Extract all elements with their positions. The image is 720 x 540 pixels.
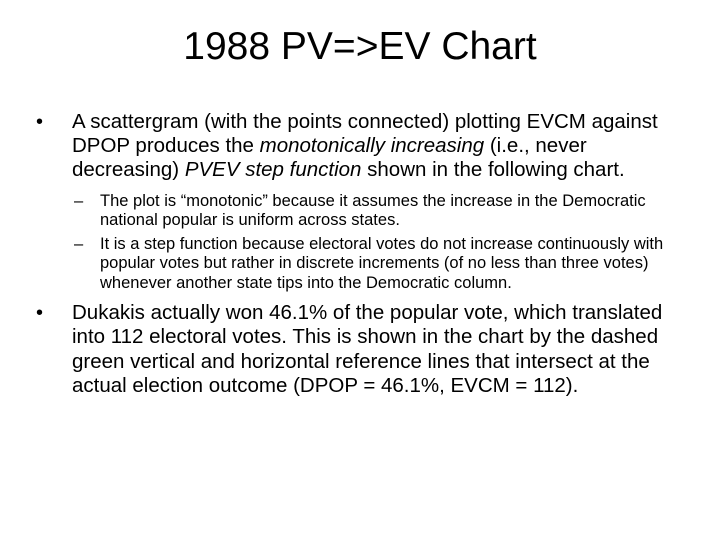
sub-bullet-list [34,192,686,294]
dash-marker: – [74,234,84,253]
sub-bullet-step-function [34,235,686,294]
emphasis-step-function: PVEV step function [184,158,362,182]
bullet-marker: • [36,302,44,325]
bullet-scattergram [34,110,686,183]
bullet-text-part: (i.e., never decreasing) [72,134,587,182]
sub-bullet-monotonic [34,192,686,231]
emphasis-monotonic: monotonically increasing [259,134,485,158]
slide-title: 1988 PV=>EV Chart [183,25,537,68]
slide-content [34,110,686,407]
bullet-text-part: shown in the following chart. [361,158,625,182]
sub-bullet-text: It is a step function because electoral votes do not increase continuously with popular votes but rather in discrete increments (of no less than three votes) whenever another state tips into the Democratic column. [100,234,664,292]
dash-marker: – [74,191,84,210]
bullet-marker: • [36,111,44,133]
sub-bullet-text: The plot is “monotonic” because it assumes the increase in the Democratic national popular is uniform across states. [100,191,646,230]
bullet-text: Dukakis actually won 46.1% of the popular vote, which translated into 112 electoral votes. This is shown in the chart by the dashed green vertical and horizontal reference lines that intersect at the actual election outcome (DPOP = 46.1%, EVCM = 112). [72,301,663,397]
bullet-text-part: A scattergram (with the points connected) plotting EVCM against DPOP produces the [72,110,658,158]
bullet-dukakis [34,301,686,398]
